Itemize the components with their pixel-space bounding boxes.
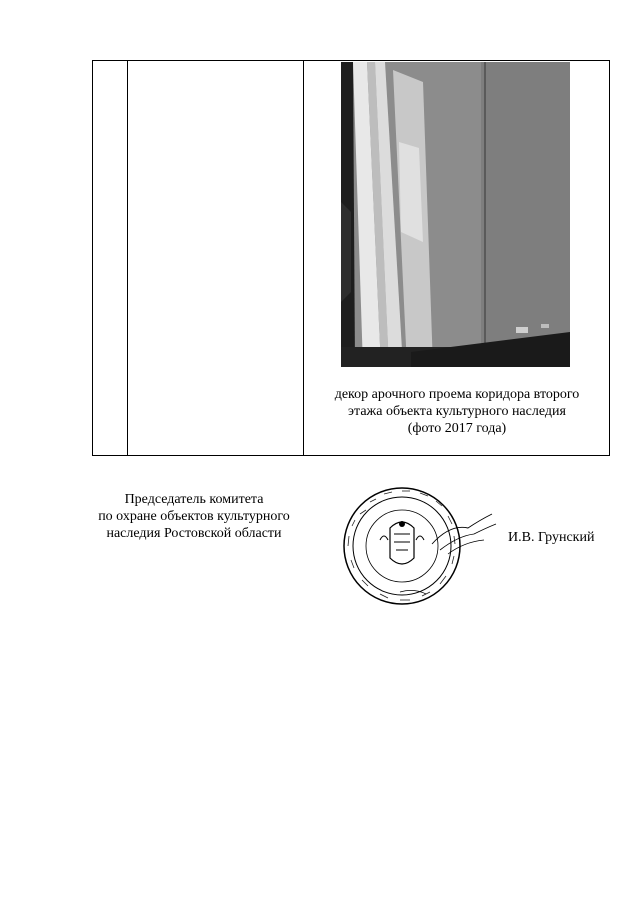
table-column-divider — [127, 61, 128, 455]
corridor-arch-photo — [341, 62, 570, 367]
caption-line-2: этажа объекта культурного наследия — [348, 404, 566, 419]
signatory-title — [80, 491, 308, 542]
photo-caption — [304, 386, 610, 437]
signatory-title-line-3: наследия Ростовской области — [106, 526, 282, 541]
caption-line-1: декор арочного проема коридора второго — [334, 387, 580, 402]
caption-line-3: (фото 2017 года) — [407, 421, 507, 436]
signatory-title-line-2: по охране объектов культурного — [98, 509, 290, 524]
signatory-name: И.В. Грунский — [508, 530, 595, 545]
official-seal — [340, 484, 500, 610]
signatory-title-line-1: Председатель комитета — [124, 492, 264, 507]
